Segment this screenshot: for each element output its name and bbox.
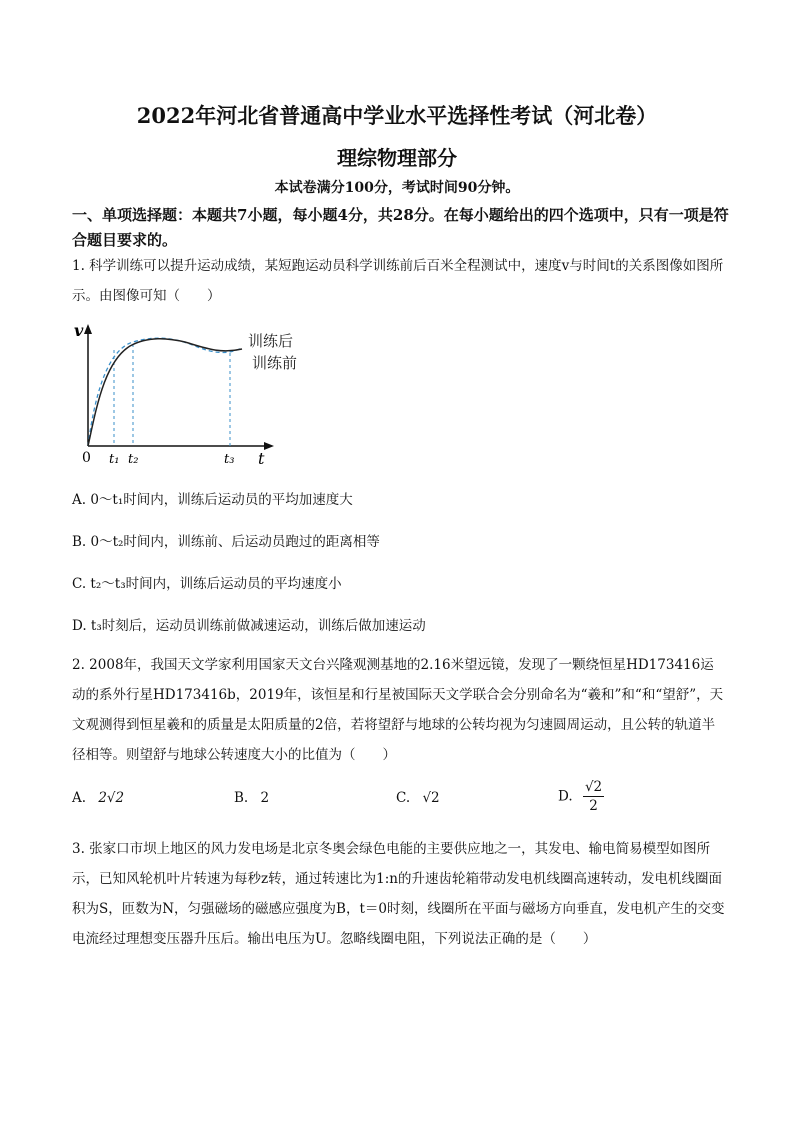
exam-subtitle: 理综物理部分 bbox=[337, 146, 457, 170]
y-axis-arrow bbox=[84, 324, 92, 334]
q2-option-a[interactable] bbox=[72, 790, 124, 806]
series-after-training bbox=[88, 339, 242, 446]
q2-option-b-value: 2 bbox=[260, 790, 270, 806]
legend-before: 训练前 bbox=[252, 354, 298, 372]
velocity-time-chart bbox=[70, 320, 310, 470]
q1-option-c[interactable]: C. t₂～t₃时间内，训练后运动员的平均速度小 bbox=[72, 576, 342, 592]
q2-option-c-value: √2 bbox=[422, 790, 440, 806]
q2-option-d-numerator: √2 bbox=[584, 779, 603, 795]
x-axis-label: t bbox=[258, 449, 265, 468]
q2-option-c-label: C. bbox=[396, 790, 411, 806]
q2-option-d-denominator: 2 bbox=[589, 798, 598, 814]
legend-after: 训练后 bbox=[248, 332, 294, 350]
tick-t2: t₂ bbox=[128, 452, 139, 467]
q2-option-b-label: B. bbox=[234, 790, 249, 806]
q2-option-d[interactable] bbox=[558, 778, 604, 815]
exam-note: 本试卷满分100分，考试时间90分钟。 bbox=[274, 180, 520, 196]
origin-label: 0 bbox=[82, 450, 91, 466]
q2-option-c[interactable] bbox=[396, 790, 440, 806]
q2-option-d-fraction bbox=[583, 778, 604, 815]
tick-t1: t₁ bbox=[109, 452, 120, 467]
q2-option-a-label: A. bbox=[72, 790, 87, 806]
x-axis-arrow bbox=[264, 442, 274, 450]
question-3-stem: 3. 张家口市坝上地区的风力发电场是北京冬奥会绿色电能的主要供应地之一，其发电、输电简易模型如图所示，已知风轮机叶片转速为每秒z转，通过转速比为1:n的升速齿轮箱带动发电机线圈高速转动，发电机线圈面积为S，匝数为N，匀强磁场的磁感应强度为B，t＝0时刻，线圈所在平面与磁场方向垂直，发电机产生的交变电流经过理想变压器升压后。输出电压为U。忽略线圈电阻，下列说法正确的是（ ） bbox=[72, 841, 725, 947]
series-before-training bbox=[88, 338, 242, 446]
tick-t3: t₃ bbox=[224, 452, 235, 467]
q2-option-a-value: 2√2 bbox=[98, 790, 125, 806]
question-2-stem: 2. 2008年，我国天文学家利用国家天文台兴隆观测基地的2.16米望远镜，发现了一颗绕恒星HD173416运动的系外行星HD173416b，2019年，该恒星和行星被国际天文学联合会分别命名为“羲和”和“和“望舒”，天文观测得到恒星羲和的质量是太阳质量的2倍，若将望舒与地球的公转均视为匀速圆周运动，且公转的轨道半径相等。则望舒与地球公转速度大小的比值为（ ） bbox=[72, 657, 724, 763]
exam-title: 2022年河北省普通高中学业水平选择性考试（河北卷） bbox=[136, 103, 658, 128]
q1-option-a[interactable]: A. 0～t₁时间内，训练后运动员的平均加速度大 bbox=[72, 492, 353, 508]
question-1-stem: 1. 科学训练可以提升运动成绩，某短跑运动员科学训练前后百米全程测试中，速度v与时间t的关系图像如图所示。由图像可知（ ） bbox=[72, 258, 724, 304]
q1-option-b[interactable]: B. 0～t₂时间内，训练前、后运动员跑过的距离相等 bbox=[72, 534, 380, 550]
q2-option-b[interactable] bbox=[234, 790, 269, 806]
y-axis-label: v bbox=[74, 321, 84, 340]
section-heading: 一、单项选择题：本题共7小题，每小题4分，共28分。在每小题给出的四个选项中，只有一项是符合题目要求的。 bbox=[72, 206, 729, 249]
q2-option-d-label: D. bbox=[558, 788, 573, 805]
q1-option-d[interactable]: D. t₃时刻后，运动员训练前做减速运动，训练后做加速运动 bbox=[72, 618, 426, 634]
